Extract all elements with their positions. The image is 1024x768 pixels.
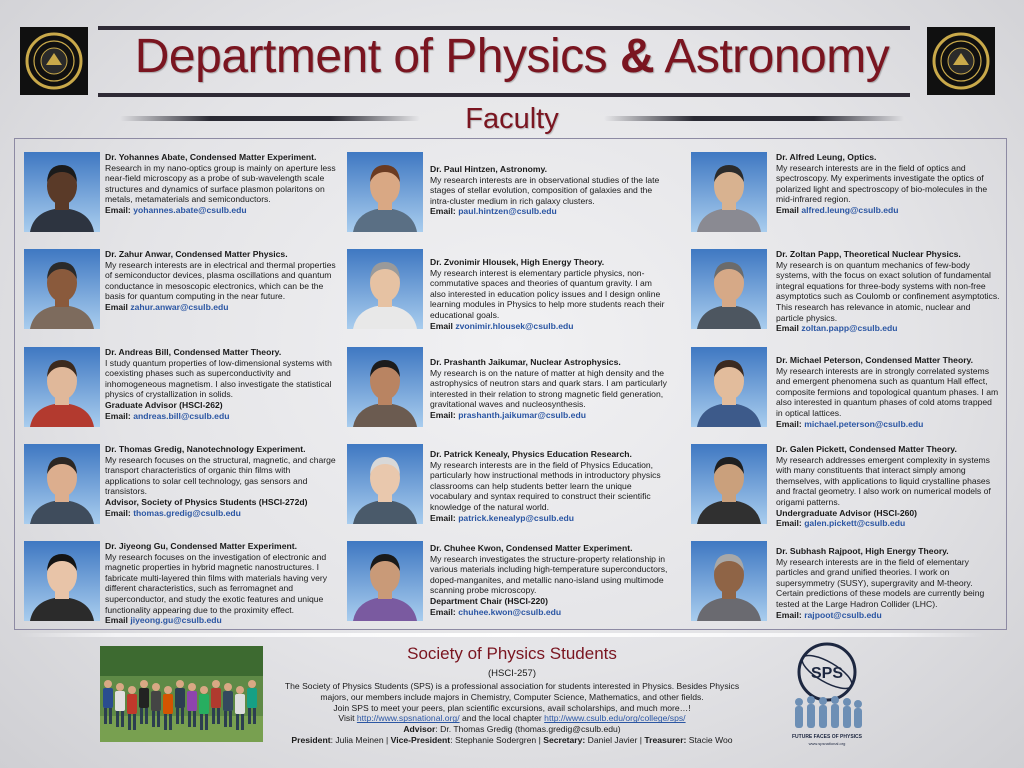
faculty-photo xyxy=(691,444,767,524)
faculty-photo xyxy=(24,347,100,427)
faculty-email-line xyxy=(776,419,1000,430)
sps-group-photo xyxy=(100,646,263,742)
faculty-email-line xyxy=(105,411,337,422)
faculty-name: Dr. Zvonimir Hlousek, High Energy Theory. xyxy=(430,257,605,267)
faculty-bio xyxy=(430,357,670,421)
seal-icon xyxy=(24,31,84,91)
portrait-icon xyxy=(691,444,767,524)
university-seal-left xyxy=(20,27,88,95)
president-label: President xyxy=(291,734,331,745)
faculty-name: Dr. Jiyeong Gu, Condensed Matter Experiment. xyxy=(105,541,297,551)
sps-description xyxy=(282,681,742,746)
subtitle-rule-left xyxy=(120,116,420,121)
faculty-research-text: My research investigates the structure-property relationship in various materials including high-temperature superconductors, doped-manganites, and metallic nano-island using multimode scanning probe microscopy. xyxy=(430,553,668,596)
faculty-bio xyxy=(430,164,670,217)
faculty-photo xyxy=(347,152,423,232)
faculty-email-link[interactable]: thomas.gredig@csulb.edu xyxy=(133,507,241,518)
faculty-email-link[interactable]: jiyeong.gu@csulb.edu xyxy=(130,615,222,626)
faculty-bio xyxy=(105,541,337,626)
faculty-bio xyxy=(430,257,670,331)
portrait-icon xyxy=(347,541,423,621)
subtitle-rule-right xyxy=(604,116,904,121)
faculty-email-link[interactable]: yohannes.abate@csulb.edu xyxy=(133,204,247,215)
faculty-name: Dr. Alfred Leung, Optics. xyxy=(776,152,877,162)
faculty-photo xyxy=(347,347,423,427)
faculty-name: Dr. Prashanth Jaikumar, Nuclear Astrophysics. xyxy=(430,357,621,367)
sps-officers-line: President: Julia Meinen | Vice-President: Stephanie Sodergren | Secretary: Daniel Javier | Treasurer: Stacie Woo xyxy=(291,734,733,745)
advisor-label: Advisor xyxy=(403,724,436,735)
faculty-email-link[interactable]: galen.pickett@csulb.edu xyxy=(804,518,906,529)
faculty-email-line xyxy=(430,410,670,421)
portrait-icon xyxy=(24,444,100,524)
faculty-name: Dr. Chuhee Kwon, Condensed Matter Experiment. xyxy=(430,543,633,553)
faculty-role: Advisor, Society of Physics Students (HSCI-272d) xyxy=(105,496,308,507)
email-label: Email xyxy=(776,204,799,215)
faculty-photo xyxy=(24,541,100,621)
faculty-photo xyxy=(691,541,767,621)
faculty-email-line xyxy=(105,508,337,519)
portrait-icon xyxy=(24,152,100,232)
email-label: Email: xyxy=(430,512,456,523)
faculty-email-line xyxy=(105,302,337,313)
email-label: Email: xyxy=(105,204,131,215)
page-title: Department of Physics & Astronomy xyxy=(134,30,890,83)
seal-icon xyxy=(931,31,991,91)
email-label: Email: xyxy=(776,418,802,429)
faculty-name: Dr. Zahur Anwar, Condensed Matter Physics. xyxy=(105,249,288,259)
sps-advisor-line xyxy=(282,724,742,735)
university-seal-right xyxy=(927,27,995,95)
portrait-icon xyxy=(691,541,767,621)
faculty-name: Dr. Subhash Rajpoot, High Energy Theory. xyxy=(776,546,949,556)
faculty-research-text: My research addresses emergent complexity in systems with many constituents that interact simply among themselves, with applications to liquid crystalline phases and fractal geometry. I also work on numerical models of origami patterns. xyxy=(776,454,991,507)
faculty-email-line xyxy=(430,206,670,217)
faculty-bio xyxy=(430,543,670,617)
faculty-photo xyxy=(24,152,100,232)
visit-label: Visit xyxy=(338,713,355,724)
spsnational-link[interactable]: http://www.spsnational.org/ xyxy=(356,713,460,724)
faculty-role: Undergraduate Advisor (HSCI-260) xyxy=(776,507,918,518)
faculty-name: Dr. Thomas Gredig, Nanotechnology Experiment. xyxy=(105,444,306,454)
local-chapter-link[interactable]: http://www.csulb.edu/org/college/sps/ xyxy=(544,713,686,724)
faculty-email-line xyxy=(105,615,337,626)
faculty-name: Dr. Michael Peterson, Condensed Matter Theory. xyxy=(776,355,974,365)
portrait-icon xyxy=(347,347,423,427)
vp-label: Vice-President xyxy=(390,734,451,745)
faculty-email-line xyxy=(776,323,1000,334)
portrait-icon xyxy=(24,541,100,621)
faculty-email-line xyxy=(776,518,1000,529)
portrait-icon xyxy=(691,347,767,427)
faculty-email-link[interactable]: zahur.anwar@csulb.edu xyxy=(130,301,229,312)
faculty-photo xyxy=(347,249,423,329)
email-label: Email: xyxy=(105,410,131,421)
sps-logo xyxy=(785,640,870,750)
faculty-research-text: My research interests are in the field of optics and spectroscopy. My experiments investigate the optics of polarized light and spectroscopy of bio-molecules in the mid-infrared region. xyxy=(776,162,988,205)
faculty-email-link[interactable]: chuhee.kwon@csulb.edu xyxy=(458,606,562,617)
faculty-name: Dr. Yohannes Abate, Condensed Matter Experiment. xyxy=(105,152,317,162)
email-label: Email xyxy=(105,301,128,312)
faculty-email-line xyxy=(430,513,670,524)
portrait-icon xyxy=(691,152,767,232)
faculty-bio xyxy=(430,449,670,523)
faculty-email-link[interactable]: patrick.kenealyp@csulb.edu xyxy=(458,512,575,523)
faculty-role: Department Chair (HSCI-220) xyxy=(430,595,548,606)
email-label: Email: xyxy=(430,409,456,420)
secretary-label: Secretary: xyxy=(543,734,586,745)
faculty-name: Dr. Patrick Kenealy, Physics Education Research. xyxy=(430,449,632,459)
faculty-photo xyxy=(691,249,767,329)
secretary-value: Daniel Javier xyxy=(587,734,638,745)
faculty-email-line xyxy=(430,607,670,618)
sps-line1: The Society of Physics Students (SPS) is a professional association for students interested in Physics. Besides Physics majors, our members include majors in Chemistry, Computer Science, Mathematics, and other fields. xyxy=(284,681,740,702)
faculty-research-text: My research is on quantum mechanics of few-body systems, with the focus on exact solution of fundamental integral equations for three-body systems with non-free asymptotics such as Coulomb or confinement asymptotics. This research has relevance in atomic, nuclear and particle physics. xyxy=(776,259,1000,323)
faculty-photo xyxy=(691,152,767,232)
faculty-email-link[interactable]: alfred.leung@csulb.edu xyxy=(801,204,899,215)
faculty-email-link[interactable]: andreas.bill@csulb.edu xyxy=(133,410,230,421)
faculty-bio xyxy=(776,355,1000,429)
faculty-bio xyxy=(105,152,337,216)
faculty-photo xyxy=(691,347,767,427)
faculty-research-text: My research is on the nature of matter at high density and the astrophysics of neutron stars and quark stars. I am particularly interested in their relation to strong magnetic field generation, gravitational waves and nucleosynthesis. xyxy=(430,367,667,410)
title-bottom-rule xyxy=(98,93,910,97)
faculty-bio xyxy=(776,249,1000,334)
vp-value: : Stephanie Sodergren xyxy=(450,734,537,745)
faculty-name: Dr. Andreas Bill, Condensed Matter Theory. xyxy=(105,347,282,357)
president-value: : Julia Meinen xyxy=(330,734,384,745)
sps-line2: Join SPS to meet your peers, plan scientific excursions, avail scholarships, and much more…! xyxy=(333,702,691,713)
faculty-photo xyxy=(347,541,423,621)
page-subtitle: Faculty xyxy=(465,103,559,135)
sps-title: Society of Physics Students xyxy=(407,644,617,663)
faculty-name: Dr. Zoltan Papp, Theoretical Nuclear Physics. xyxy=(776,249,961,259)
sps-room: (HSCI-257) xyxy=(487,668,537,679)
faculty-email-link[interactable]: zvonimir.hlousek@csulb.edu xyxy=(455,320,574,331)
sps-visit-line xyxy=(282,713,742,724)
portrait-icon xyxy=(347,249,423,329)
faculty-research-text: My research focuses on the investigation of electronic and magnetic properties in hybrid magnetic nanostructures. I fabricate multi-layered thin films with materials having very different characteristics, such as ferromagnet and superconductor, and study the exotic features and unique functionality appearing due to the proximity effect. xyxy=(105,551,328,615)
faculty-research-text: My research interest is elementary particle physics, non-commutative spaces and theories of quantum gravity. I am also interested in education policy issues and I design online learning modules in Physics to help more students reach their educational goals. xyxy=(430,267,665,320)
faculty-bio xyxy=(776,546,1000,620)
email-label: Email: xyxy=(776,609,802,620)
portrait-icon xyxy=(24,347,100,427)
faculty-email-line xyxy=(776,205,1000,216)
faculty-bio xyxy=(105,347,337,421)
portrait-icon xyxy=(347,444,423,524)
faculty-email-line xyxy=(105,205,337,216)
faculty-email-line xyxy=(430,321,670,332)
email-label: Email: xyxy=(430,206,456,217)
faculty-research-text: I study quantum properties of low-dimensional systems with coexisting phases such as superconductivity and inhomogeneous magnetism. I also investigate the statistical physics of crystallization in solids. xyxy=(105,357,332,400)
sps-logo-text: SPS xyxy=(810,665,844,682)
email-label: Email xyxy=(776,323,799,334)
advisor-value: : Dr. Thomas Gredig (thomas.gredig@csulb.edu) xyxy=(435,724,621,735)
faculty-photo xyxy=(24,249,100,329)
faculty-bio xyxy=(776,152,1000,216)
faculty-photo xyxy=(24,444,100,524)
faculty-research-text: My research interests are in observational studies of the late stages of stellar evolution, composition of galaxies and the intra-cluster medium in rich galaxy clusters. xyxy=(430,174,660,206)
email-label: Email: xyxy=(776,518,802,529)
portrait-icon xyxy=(347,152,423,232)
faculty-email-link[interactable]: michael.peterson@csulb.edu xyxy=(804,418,924,429)
email-label: Email: xyxy=(105,507,131,518)
faculty-research-text: My research interests are in electrical and thermal properties of semiconductor devices, plasma oscillations and quantum conductance in mesoscopic electronics, which can be the basis for quantum computing in the near future. xyxy=(105,259,336,302)
section-divider xyxy=(20,633,985,637)
portrait-icon xyxy=(691,249,767,329)
faculty-bio xyxy=(105,249,337,313)
faculty-research-text: My research interests are in the field of Physics Education, particularly how instructional methods in introductory physics classrooms can help students better learn the unique vocabulary and syntax required to construct their scientific knowledge of the natural world. xyxy=(430,459,661,512)
faculty-research-text: My research interests are in strongly correlated systems and emergent phenomena such as quantum Hall effect, composite fermions and topological quantum phases. I am also interested in quantum phases of cold atoms trapped in optical lattices. xyxy=(776,365,999,418)
faculty-bio xyxy=(105,444,337,518)
faculty-name: Dr. Galen Pickett, Condensed Matter Theory. xyxy=(776,444,957,454)
faculty-email-link[interactable]: zoltan.papp@csulb.edu xyxy=(801,323,898,334)
faculty-bio xyxy=(776,444,1000,529)
faculty-photo xyxy=(347,444,423,524)
treasurer-value: Stacie Woo xyxy=(688,734,733,745)
faculty-research-text: My research focuses on the structural, magnetic, and charge transport characteristics of organic thin films with applications to solar cell technology, gas sensors and transistors. xyxy=(105,454,336,497)
faculty-research-text: Research in my nano-optics group is mainly on aperture less near-field microscopy as a probe of sub-wavelength scale structures and dynamics of surface plasmon polaritons on metals, metamaterials and semiconductors. xyxy=(105,162,336,205)
visit-mid-text: and the local chapter xyxy=(461,713,542,724)
faculty-role: Graduate Advisor (HSCI-262) xyxy=(105,399,223,410)
email-label: Email xyxy=(105,615,128,626)
faculty-email-link[interactable]: paul.hintzen@csulb.edu xyxy=(458,206,557,217)
faculty-email-link[interactable]: rajpoot@csulb.edu xyxy=(804,609,882,620)
faculty-email-line xyxy=(776,610,1000,621)
email-label: Email: xyxy=(430,606,456,617)
email-label: Email xyxy=(430,320,453,331)
faculty-research-text: My research interests are in the field of elementary particles and grand unified theories. I work on supersymmetry (SUSY), supergravity and M-theory. Certain predictions of these models are currently being tested at the Large Hadron Collider (LHC). xyxy=(776,556,985,609)
faculty-name: Dr. Paul Hintzen, Astronomy. xyxy=(430,164,547,174)
faculty-email-link[interactable]: prashanth.jaikumar@csulb.edu xyxy=(458,409,586,420)
sps-logo-caption: FUTURE FACES OF PHYSICS xyxy=(791,734,863,740)
sps-logo-url: www.spsnational.org xyxy=(808,741,846,746)
treasurer-label: Treasurer: xyxy=(644,734,687,745)
portrait-icon xyxy=(24,249,100,329)
